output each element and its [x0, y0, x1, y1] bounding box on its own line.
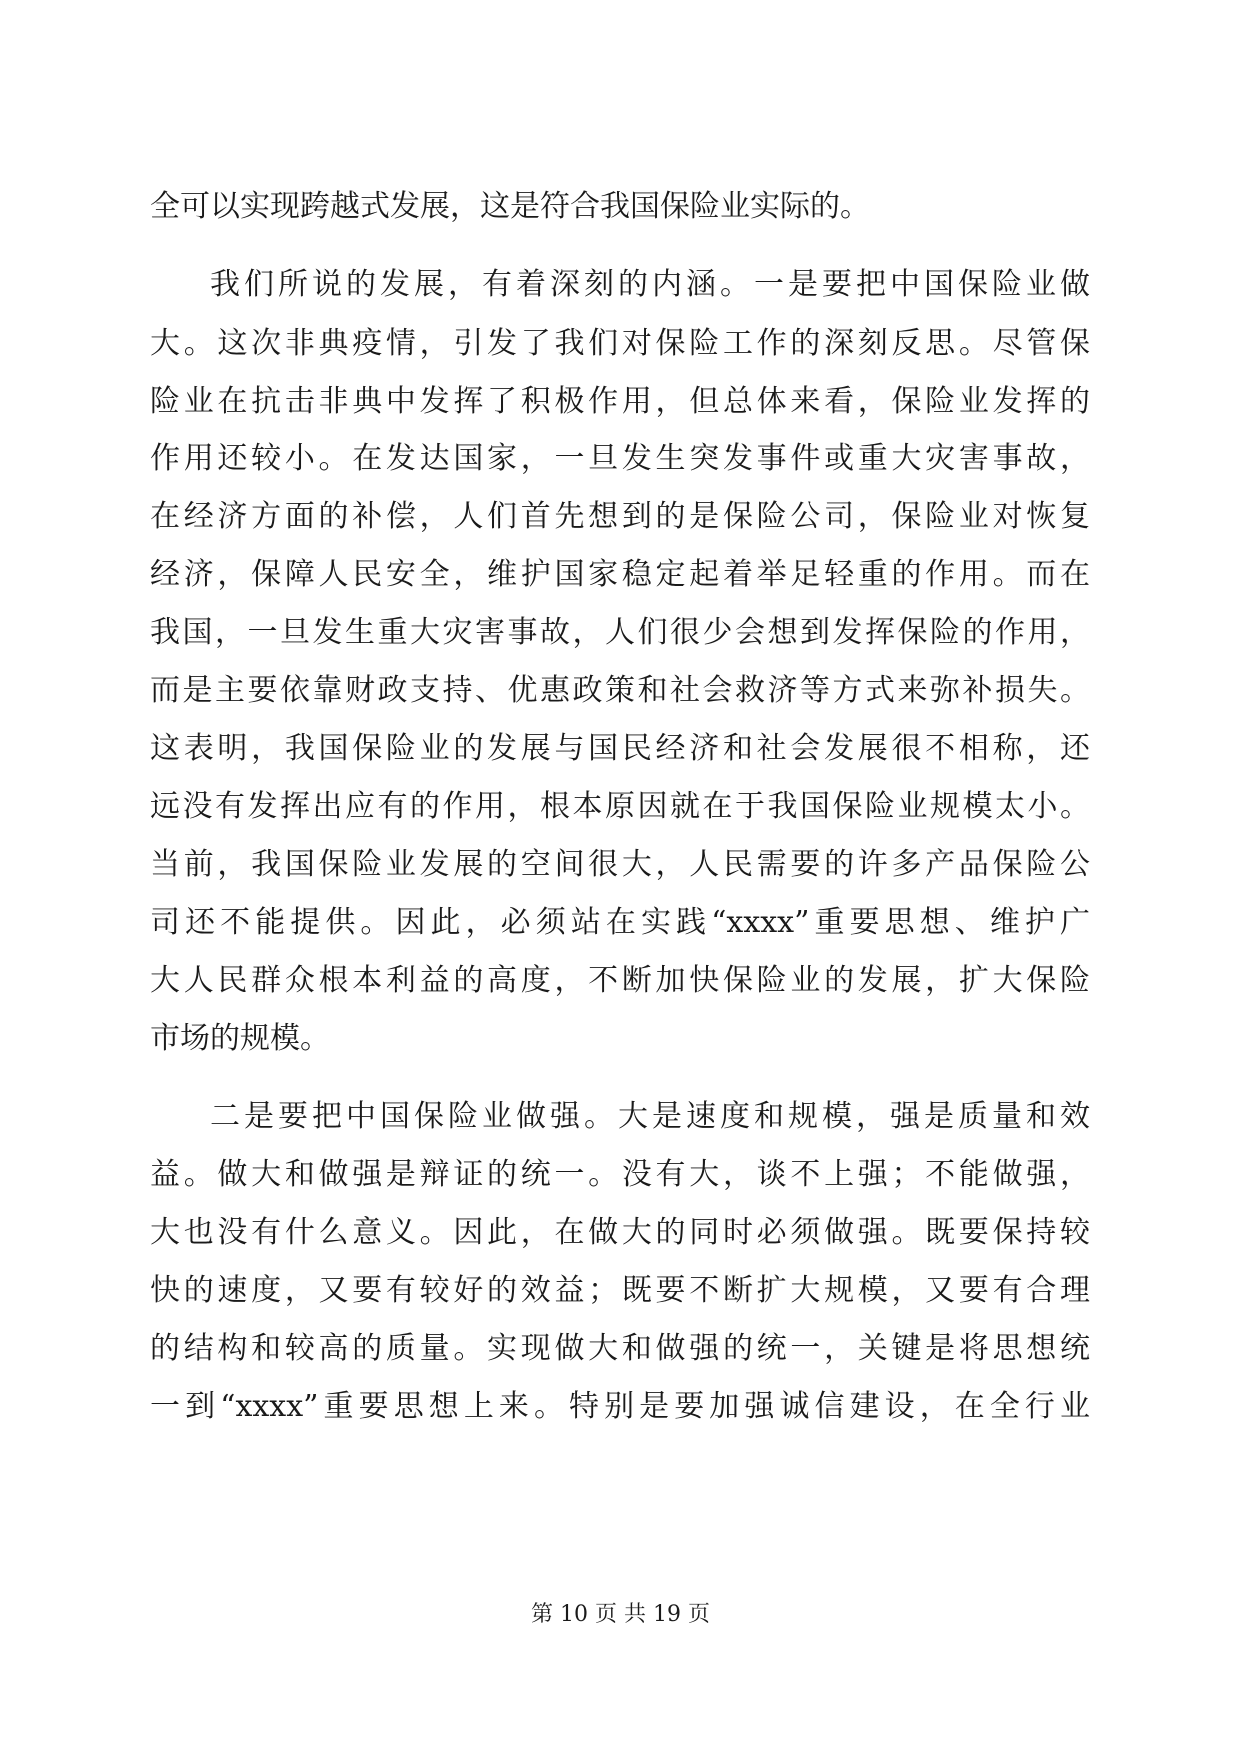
text-line: 这表明，我国保险业的发展与国民经济和社会发展很不相称，还: [150, 731, 1090, 766]
text-line: 我国，一旦发生重大灾害事故，人们很少会想到发挥保险的作用，: [150, 615, 1090, 650]
text-line: 大也没有什么意义。因此，在做大的同时必须做强。既要保持较: [150, 1215, 1090, 1250]
text-line: 全可以实现跨越式发展，这是符合我国保险业实际的。: [150, 189, 870, 224]
text-line: 险业在抗击非典中发挥了积极作用，但总体来看，保险业发挥的: [150, 384, 1090, 419]
text-line: 一到“xxxx”重要思想上来。特别是要加强诚信建设，在全行业: [150, 1389, 1090, 1424]
page-number-footer: 第 10 页 共 19 页: [531, 1602, 710, 1627]
text-line: 大。这次非典疫情，引发了我们对保险工作的深刻反思。尽管保: [150, 326, 1090, 361]
paragraph-start-line: 我们所说的发展，有着深刻的内涵。一是要把中国保险业做: [210, 267, 1090, 302]
text-line: 司还不能提供。因此，必须站在实践“xxxx”重要思想、维护广: [150, 905, 1090, 940]
paragraph-start-line: 二是要把中国保险业做强。大是速度和规模，强是质量和效: [210, 1099, 1090, 1134]
text-line: 而是主要依靠财政支持、优惠政策和社会救济等方式来弥补损失。: [150, 673, 1090, 708]
text-line: 当前，我国保险业发展的空间很大，人民需要的许多产品保险公: [150, 847, 1090, 882]
text-line: 大人民群众根本利益的高度，不断加快保险业的发展，扩大保险: [150, 963, 1090, 998]
text-line: 远没有发挥出应有的作用，根本原因就在于我国保险业规模太小。: [150, 789, 1090, 824]
text-line: 作用还较小。在发达国家，一旦发生突发事件或重大灾害事故，: [150, 441, 1090, 476]
text-line: 的结构和较高的质量。实现做大和做强的统一，关键是将思想统: [150, 1331, 1090, 1366]
text-line: 益。做大和做强是辩证的统一。没有大，谈不上强；不能做强，: [150, 1157, 1090, 1192]
text-line: 在经济方面的补偿，人们首先想到的是保险公司，保险业对恢复: [150, 499, 1090, 534]
text-line: 市场的规模。: [150, 1021, 330, 1056]
text-line: 快的速度，又要有较好的效益；既要不断扩大规模，又要有合理: [150, 1273, 1090, 1308]
text-line: 经济，保障人民安全，维护国家稳定起着举足轻重的作用。而在: [150, 557, 1090, 592]
